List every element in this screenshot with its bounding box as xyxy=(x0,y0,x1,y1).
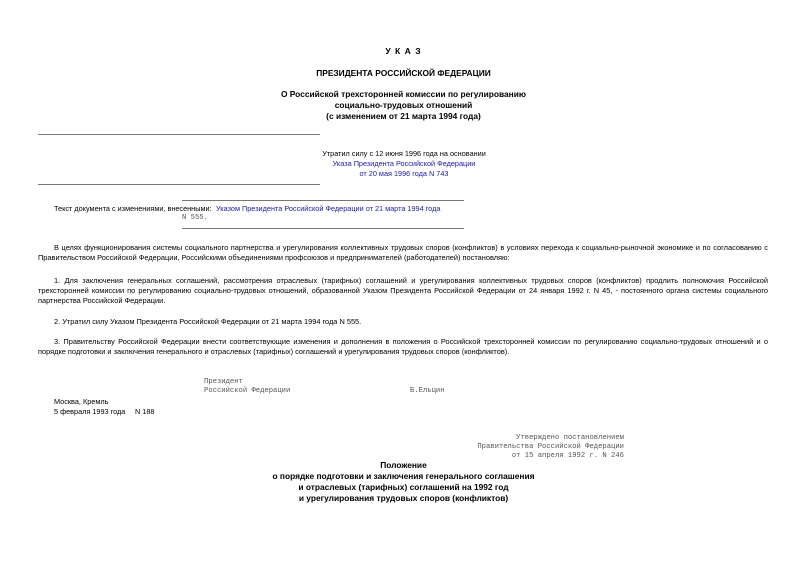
approval-line-1: Утверждено постановлением xyxy=(516,434,624,442)
paragraph-2: 2. Утратил силу Указом Президента Российской Федерации от 21 марта 1994 года N 555. xyxy=(54,317,362,326)
regulation-title: Положение xyxy=(380,460,427,470)
divider xyxy=(182,200,464,201)
paragraph-preamble: В целях функционирования системы социального партнерства и урегулирования коллективных трудовых споров (конфликтов) в условиях перехода к социально-рыночной экономике и по согласованию с Правительством Российской Федерации, Российскими объединениями профсоюзов и предпринимателей (работодателей) постановляю: xyxy=(38,243,768,263)
regulation-subtitle-3: и урегулирования трудовых споров (конфликтов) xyxy=(298,493,509,503)
approval-line-3: от 15 апреля 1992 г. N 246 xyxy=(511,452,624,460)
approval-line-2: Правительства Российской Федерации xyxy=(477,443,624,451)
signature-number: N 188 xyxy=(135,407,155,416)
signature-name: Б.Ельцин xyxy=(410,387,445,395)
divider xyxy=(182,228,464,229)
divider xyxy=(38,134,320,135)
paragraph-1: 1. Для заключения генеральных соглашений, рассмотрения отраслевых (тарифных) соглашений и урегулирования коллективных трудовых споров (конфликтов) продлить полномочия Российской трехсторонней комиссии по регулированию социально-трудовых отношений, образованной Указом Президента Российской Федерации от 24 января 1992 г. N 45, - постоянного органа системы социального партнерства Российской Федерации. xyxy=(38,276,768,306)
changes-link[interactable]: Указом Президента Российской Федерации от 21 марта 1994 года xyxy=(216,204,441,213)
title-line-2: социально-трудовых отношений xyxy=(334,100,473,110)
repeal-notice: Утратил силу с 12 июня 1996 года на основании xyxy=(322,149,486,158)
decree-heading: У К А З xyxy=(385,46,422,56)
regulation-subtitle-2: и отраслевых (тарифных) соглашений на 1992 год xyxy=(298,482,509,492)
changes-number: N 555. xyxy=(182,214,208,222)
title-line-3: (с изменением от 21 марта 1994 года) xyxy=(326,111,481,121)
signature-role-line-1: Президент xyxy=(204,378,243,386)
signature-role-line-2: Российской Федерации xyxy=(204,387,291,395)
signature-date: 5 февраля 1993 года xyxy=(54,407,126,416)
changes-label: Текст документа с изменениями, внесенными: xyxy=(54,204,212,213)
title-line-1: О Российской трехсторонней комиссии по регулированию xyxy=(280,89,527,99)
president-heading: ПРЕЗИДЕНТА РОССИЙСКОЙ ФЕДЕРАЦИИ xyxy=(316,68,491,78)
signature-place: Москва, Кремль xyxy=(54,397,109,406)
regulation-subtitle-1: о порядке подготовки и заключения генерального соглашения xyxy=(272,471,535,481)
repeal-link-line-1[interactable]: Указа Президента Российской Федерации xyxy=(332,159,476,168)
divider xyxy=(38,184,320,185)
repeal-link-line-2[interactable]: от 20 мая 1996 года N 743 xyxy=(359,169,449,178)
paragraph-3: 3. Правительству Российской Федерации внести соответствующие изменения и дополнения в положения о Российской трехсторонней комиссии по регулированию социально-трудовых отношений и о порядке подготовки и заключения генерального и отраслевых (тарифных) соглашений и урегулирования трудовых споров (конфликтов). xyxy=(38,337,768,357)
